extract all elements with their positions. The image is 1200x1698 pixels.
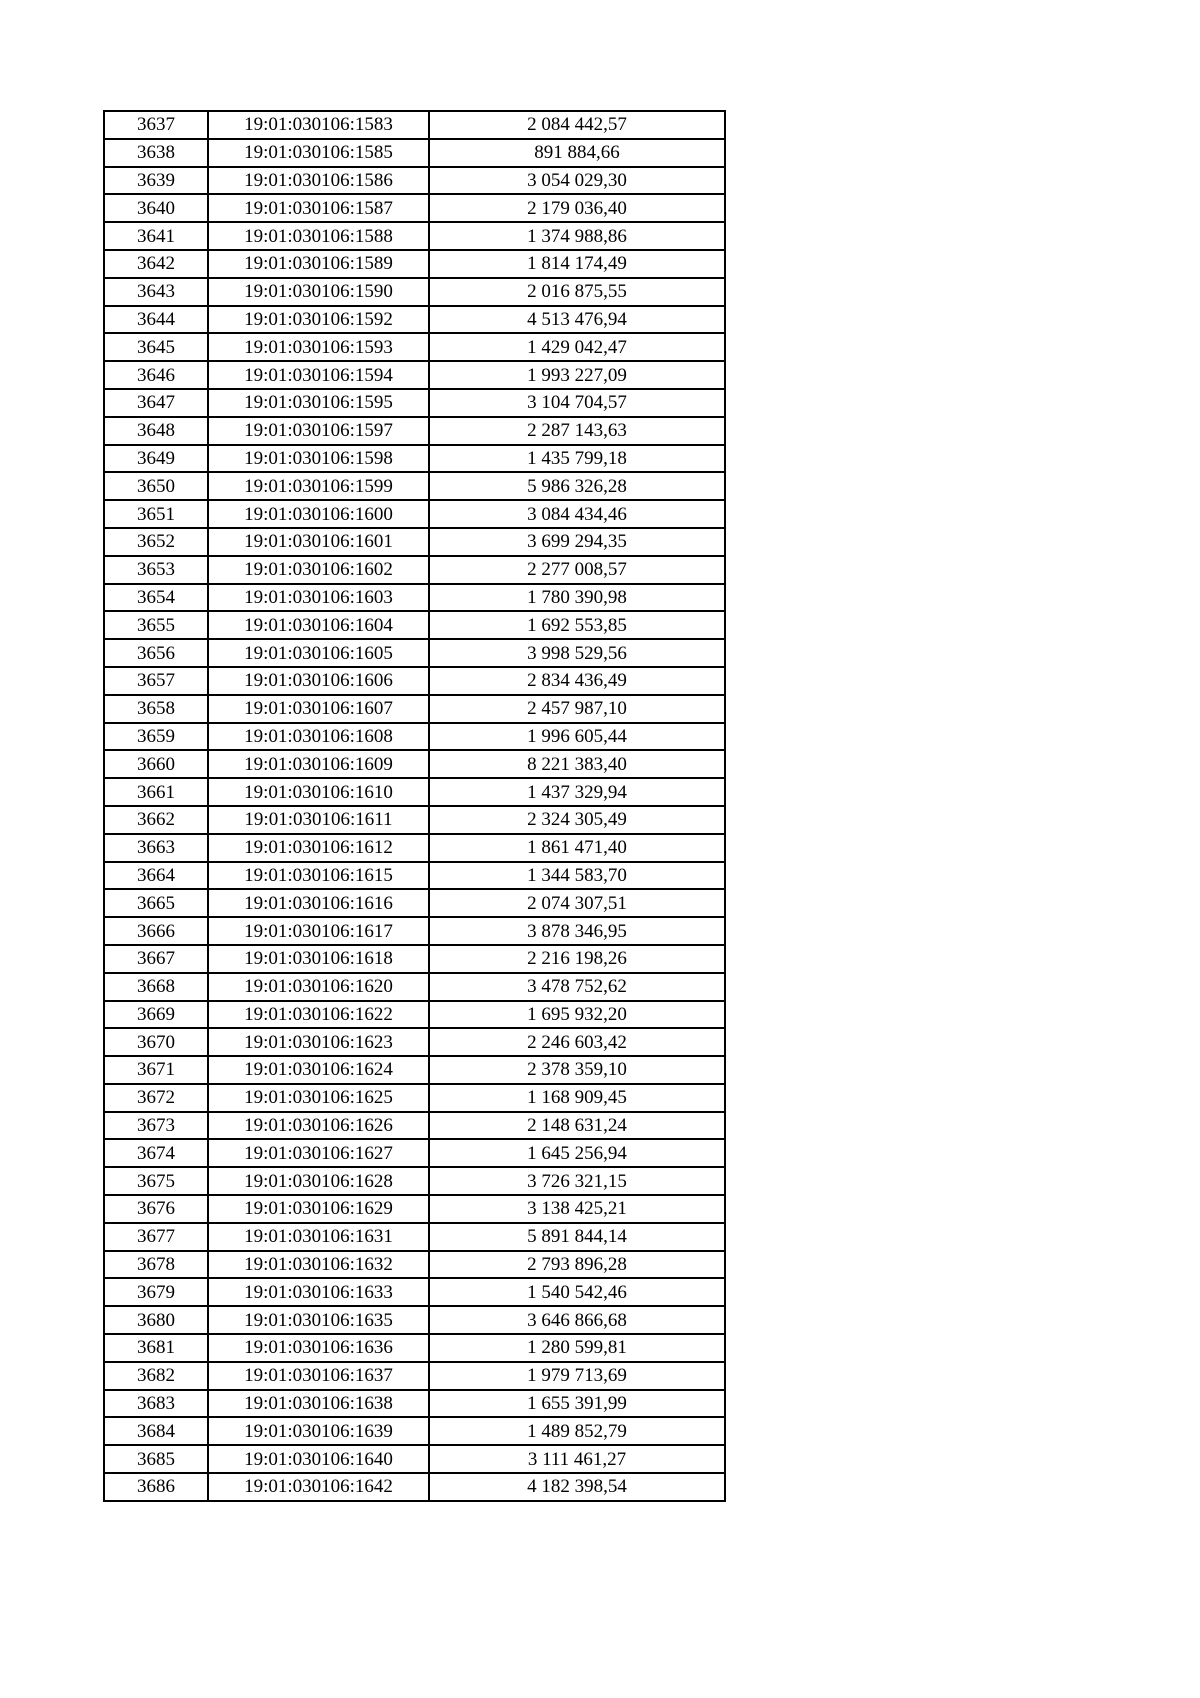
cadastral-value-cell: 2 246 603,42: [429, 1028, 725, 1056]
cadastral-value-cell: 2 179 036,40: [429, 194, 725, 222]
cadastral-value-cell: 2 378 359,10: [429, 1056, 725, 1084]
table-row: [104, 584, 725, 612]
cadastral-value-cell: 1 993 227,09: [429, 361, 725, 389]
row-number-cell: 3650: [104, 472, 208, 500]
table-row: [104, 1334, 725, 1362]
table-row: [104, 194, 725, 222]
cadastral-value-table: [103, 110, 726, 1502]
cadastral-number-cell: 19:01:030106:1609: [208, 750, 429, 778]
cadastral-number-cell: 19:01:030106:1600: [208, 500, 429, 528]
row-number-cell: 3649: [104, 445, 208, 473]
cadastral-number-cell: 19:01:030106:1588: [208, 222, 429, 250]
table-row: [104, 695, 725, 723]
row-number-cell: 3679: [104, 1278, 208, 1306]
cadastral-number-cell: 19:01:030106:1612: [208, 834, 429, 862]
cadastral-value-cell: 2 216 198,26: [429, 945, 725, 973]
row-number-cell: 3663: [104, 834, 208, 862]
row-number-cell: 3644: [104, 306, 208, 334]
row-number-cell: 3646: [104, 361, 208, 389]
cadastral-number-cell: 19:01:030106:1607: [208, 695, 429, 723]
cadastral-number-cell: 19:01:030106:1625: [208, 1084, 429, 1112]
cadastral-value-cell: 1 861 471,40: [429, 834, 725, 862]
cadastral-value-cell: 3 111 461,27: [429, 1445, 725, 1473]
table-row: [104, 1167, 725, 1195]
cadastral-number-cell: 19:01:030106:1639: [208, 1417, 429, 1445]
row-number-cell: 3686: [104, 1473, 208, 1501]
row-number-cell: 3658: [104, 695, 208, 723]
cadastral-value-cell: 1 168 909,45: [429, 1084, 725, 1112]
cadastral-value-cell: 1 429 042,47: [429, 333, 725, 361]
cadastral-value-cell: 1 540 542,46: [429, 1278, 725, 1306]
row-number-cell: 3641: [104, 222, 208, 250]
cadastral-value-cell: 1 435 799,18: [429, 445, 725, 473]
cadastral-value-cell: 1 645 256,94: [429, 1139, 725, 1167]
table-row: [104, 1362, 725, 1390]
table-row: [104, 834, 725, 862]
table-row: [104, 806, 725, 834]
cadastral-value-cell: 2 074 307,51: [429, 889, 725, 917]
row-number-cell: 3685: [104, 1445, 208, 1473]
row-number-cell: 3671: [104, 1056, 208, 1084]
cadastral-value-cell: 4 182 398,54: [429, 1473, 725, 1501]
cadastral-number-cell: 19:01:030106:1611: [208, 806, 429, 834]
row-number-cell: 3638: [104, 139, 208, 167]
row-number-cell: 3655: [104, 611, 208, 639]
cadastral-number-cell: 19:01:030106:1642: [208, 1473, 429, 1501]
cadastral-number-cell: 19:01:030106:1632: [208, 1251, 429, 1279]
cadastral-number-cell: 19:01:030106:1628: [208, 1167, 429, 1195]
cadastral-value-cell: 2 834 436,49: [429, 667, 725, 695]
cadastral-number-cell: 19:01:030106:1622: [208, 1001, 429, 1029]
cadastral-value-cell: 3 138 425,21: [429, 1195, 725, 1223]
row-number-cell: 3667: [104, 945, 208, 973]
table-row: [104, 389, 725, 417]
table-row: [104, 639, 725, 667]
table-row: [104, 445, 725, 473]
row-number-cell: 3682: [104, 1362, 208, 1390]
cadastral-number-cell: 19:01:030106:1592: [208, 306, 429, 334]
cadastral-number-cell: 19:01:030106:1626: [208, 1112, 429, 1140]
cadastral-number-cell: 19:01:030106:1587: [208, 194, 429, 222]
cadastral-value-cell: 5 986 326,28: [429, 472, 725, 500]
cadastral-number-cell: 19:01:030106:1593: [208, 333, 429, 361]
cadastral-value-cell: 1 780 390,98: [429, 584, 725, 612]
cadastral-value-cell: 5 891 844,14: [429, 1223, 725, 1251]
table-row: [104, 862, 725, 890]
cadastral-value-cell: 1 814 174,49: [429, 250, 725, 278]
table-row: [104, 1306, 725, 1334]
table-row: [104, 1473, 725, 1501]
cadastral-value-cell: 2 457 987,10: [429, 695, 725, 723]
cadastral-value-cell: 2 016 875,55: [429, 278, 725, 306]
cadastral-number-cell: 19:01:030106:1638: [208, 1390, 429, 1418]
cadastral-number-cell: 19:01:030106:1627: [208, 1139, 429, 1167]
table-row: [104, 750, 725, 778]
cadastral-value-cell: 1 695 932,20: [429, 1001, 725, 1029]
row-number-cell: 3670: [104, 1028, 208, 1056]
cadastral-number-cell: 19:01:030106:1598: [208, 445, 429, 473]
table-row: [104, 417, 725, 445]
row-number-cell: 3672: [104, 1084, 208, 1112]
row-number-cell: 3661: [104, 778, 208, 806]
row-number-cell: 3648: [104, 417, 208, 445]
row-number-cell: 3643: [104, 278, 208, 306]
cadastral-value-cell: 1 996 605,44: [429, 723, 725, 751]
cadastral-value-cell: 2 148 631,24: [429, 1112, 725, 1140]
table-row: [104, 1084, 725, 1112]
table-row: [104, 1001, 725, 1029]
row-number-cell: 3673: [104, 1112, 208, 1140]
cadastral-number-cell: 19:01:030106:1602: [208, 556, 429, 584]
row-number-cell: 3676: [104, 1195, 208, 1223]
cadastral-number-cell: 19:01:030106:1604: [208, 611, 429, 639]
table-row: [104, 111, 725, 139]
table-row: [104, 1056, 725, 1084]
cadastral-number-cell: 19:01:030106:1637: [208, 1362, 429, 1390]
row-number-cell: 3664: [104, 862, 208, 890]
row-number-cell: 3639: [104, 167, 208, 195]
table-row: [104, 1112, 725, 1140]
cadastral-number-cell: 19:01:030106:1606: [208, 667, 429, 695]
row-number-cell: 3660: [104, 750, 208, 778]
cadastral-value-cell: 1 655 391,99: [429, 1390, 725, 1418]
cadastral-value-cell: 1 979 713,69: [429, 1362, 725, 1390]
table-row: [104, 945, 725, 973]
table-row: [104, 1028, 725, 1056]
table-row: [104, 1417, 725, 1445]
table-row: [104, 222, 725, 250]
row-number-cell: 3657: [104, 667, 208, 695]
cadastral-value-cell: 3 478 752,62: [429, 973, 725, 1001]
cadastral-number-cell: 19:01:030106:1635: [208, 1306, 429, 1334]
row-number-cell: 3668: [104, 973, 208, 1001]
cadastral-number-cell: 19:01:030106:1640: [208, 1445, 429, 1473]
row-number-cell: 3675: [104, 1167, 208, 1195]
cadastral-value-cell: 3 699 294,35: [429, 528, 725, 556]
cadastral-value-cell: 1 437 329,94: [429, 778, 725, 806]
row-number-cell: 3647: [104, 389, 208, 417]
cadastral-number-cell: 19:01:030106:1620: [208, 973, 429, 1001]
row-number-cell: 3651: [104, 500, 208, 528]
cadastral-value-cell: 3 104 704,57: [429, 389, 725, 417]
cadastral-value-cell: 3 726 321,15: [429, 1167, 725, 1195]
table-row: [104, 973, 725, 1001]
row-number-cell: 3666: [104, 917, 208, 945]
row-number-cell: 3684: [104, 1417, 208, 1445]
table-row: [104, 611, 725, 639]
cadastral-value-cell: 1 280 599,81: [429, 1334, 725, 1362]
cadastral-number-cell: 19:01:030106:1636: [208, 1334, 429, 1362]
cadastral-value-cell: 3 084 434,46: [429, 500, 725, 528]
row-number-cell: 3665: [104, 889, 208, 917]
cadastral-value-cell: 2 324 305,49: [429, 806, 725, 834]
cadastral-value-cell: 8 221 383,40: [429, 750, 725, 778]
table-row: [104, 1139, 725, 1167]
cadastral-number-cell: 19:01:030106:1633: [208, 1278, 429, 1306]
table-row: [104, 1278, 725, 1306]
cadastral-number-cell: 19:01:030106:1615: [208, 862, 429, 890]
table-row: [104, 472, 725, 500]
cadastral-number-cell: 19:01:030106:1631: [208, 1223, 429, 1251]
row-number-cell: 3677: [104, 1223, 208, 1251]
table-row: [104, 361, 725, 389]
table-row: [104, 528, 725, 556]
row-number-cell: 3683: [104, 1390, 208, 1418]
cadastral-number-cell: 19:01:030106:1601: [208, 528, 429, 556]
row-number-cell: 3645: [104, 333, 208, 361]
cadastral-value-cell: 891 884,66: [429, 139, 725, 167]
table-body: [104, 111, 725, 1501]
cadastral-number-cell: 19:01:030106:1617: [208, 917, 429, 945]
row-number-cell: 3681: [104, 1334, 208, 1362]
table-row: [104, 1195, 725, 1223]
cadastral-number-cell: 19:01:030106:1603: [208, 584, 429, 612]
table-row: [104, 1251, 725, 1279]
row-number-cell: 3640: [104, 194, 208, 222]
cadastral-value-cell: 3 878 346,95: [429, 917, 725, 945]
table-row: [104, 723, 725, 751]
table-row: [104, 167, 725, 195]
cadastral-number-cell: 19:01:030106:1583: [208, 111, 429, 139]
table-row: [104, 1223, 725, 1251]
cadastral-value-cell: 1 692 553,85: [429, 611, 725, 639]
row-number-cell: 3662: [104, 806, 208, 834]
cadastral-number-cell: 19:01:030106:1585: [208, 139, 429, 167]
row-number-cell: 3674: [104, 1139, 208, 1167]
cadastral-number-cell: 19:01:030106:1605: [208, 639, 429, 667]
cadastral-value-cell: 2 084 442,57: [429, 111, 725, 139]
cadastral-number-cell: 19:01:030106:1616: [208, 889, 429, 917]
cadastral-number-cell: 19:01:030106:1599: [208, 472, 429, 500]
cadastral-value-cell: 1 374 988,86: [429, 222, 725, 250]
table-row: [104, 1390, 725, 1418]
cadastral-value-cell: 3 054 029,30: [429, 167, 725, 195]
cadastral-value-cell: 2 793 896,28: [429, 1251, 725, 1279]
cadastral-number-cell: 19:01:030106:1586: [208, 167, 429, 195]
cadastral-value-cell: 4 513 476,94: [429, 306, 725, 334]
cadastral-number-cell: 19:01:030106:1594: [208, 361, 429, 389]
cadastral-number-cell: 19:01:030106:1624: [208, 1056, 429, 1084]
cadastral-number-cell: 19:01:030106:1595: [208, 389, 429, 417]
row-number-cell: 3656: [104, 639, 208, 667]
cadastral-number-cell: 19:01:030106:1590: [208, 278, 429, 306]
cadastral-value-cell: 3 998 529,56: [429, 639, 725, 667]
cadastral-value-cell: 1 344 583,70: [429, 862, 725, 890]
row-number-cell: 3654: [104, 584, 208, 612]
cadastral-number-cell: 19:01:030106:1589: [208, 250, 429, 278]
cadastral-number-cell: 19:01:030106:1629: [208, 1195, 429, 1223]
cadastral-number-cell: 19:01:030106:1608: [208, 723, 429, 751]
row-number-cell: 3669: [104, 1001, 208, 1029]
table-row: [104, 556, 725, 584]
table-row: [104, 333, 725, 361]
row-number-cell: 3659: [104, 723, 208, 751]
table-row: [104, 139, 725, 167]
cadastral-number-cell: 19:01:030106:1597: [208, 417, 429, 445]
table-row: [104, 250, 725, 278]
table-row: [104, 278, 725, 306]
row-number-cell: 3653: [104, 556, 208, 584]
row-number-cell: 3680: [104, 1306, 208, 1334]
table-row: [104, 1445, 725, 1473]
table-row: [104, 667, 725, 695]
cadastral-number-cell: 19:01:030106:1618: [208, 945, 429, 973]
cadastral-value-cell: 1 489 852,79: [429, 1417, 725, 1445]
table-row: [104, 917, 725, 945]
row-number-cell: 3678: [104, 1251, 208, 1279]
table-row: [104, 306, 725, 334]
table-row: [104, 778, 725, 806]
row-number-cell: 3652: [104, 528, 208, 556]
cadastral-number-cell: 19:01:030106:1610: [208, 778, 429, 806]
table-row: [104, 500, 725, 528]
row-number-cell: 3637: [104, 111, 208, 139]
cadastral-value-cell: 3 646 866,68: [429, 1306, 725, 1334]
cadastral-value-cell: 2 287 143,63: [429, 417, 725, 445]
table-row: [104, 889, 725, 917]
cadastral-number-cell: 19:01:030106:1623: [208, 1028, 429, 1056]
row-number-cell: 3642: [104, 250, 208, 278]
cadastral-value-cell: 2 277 008,57: [429, 556, 725, 584]
